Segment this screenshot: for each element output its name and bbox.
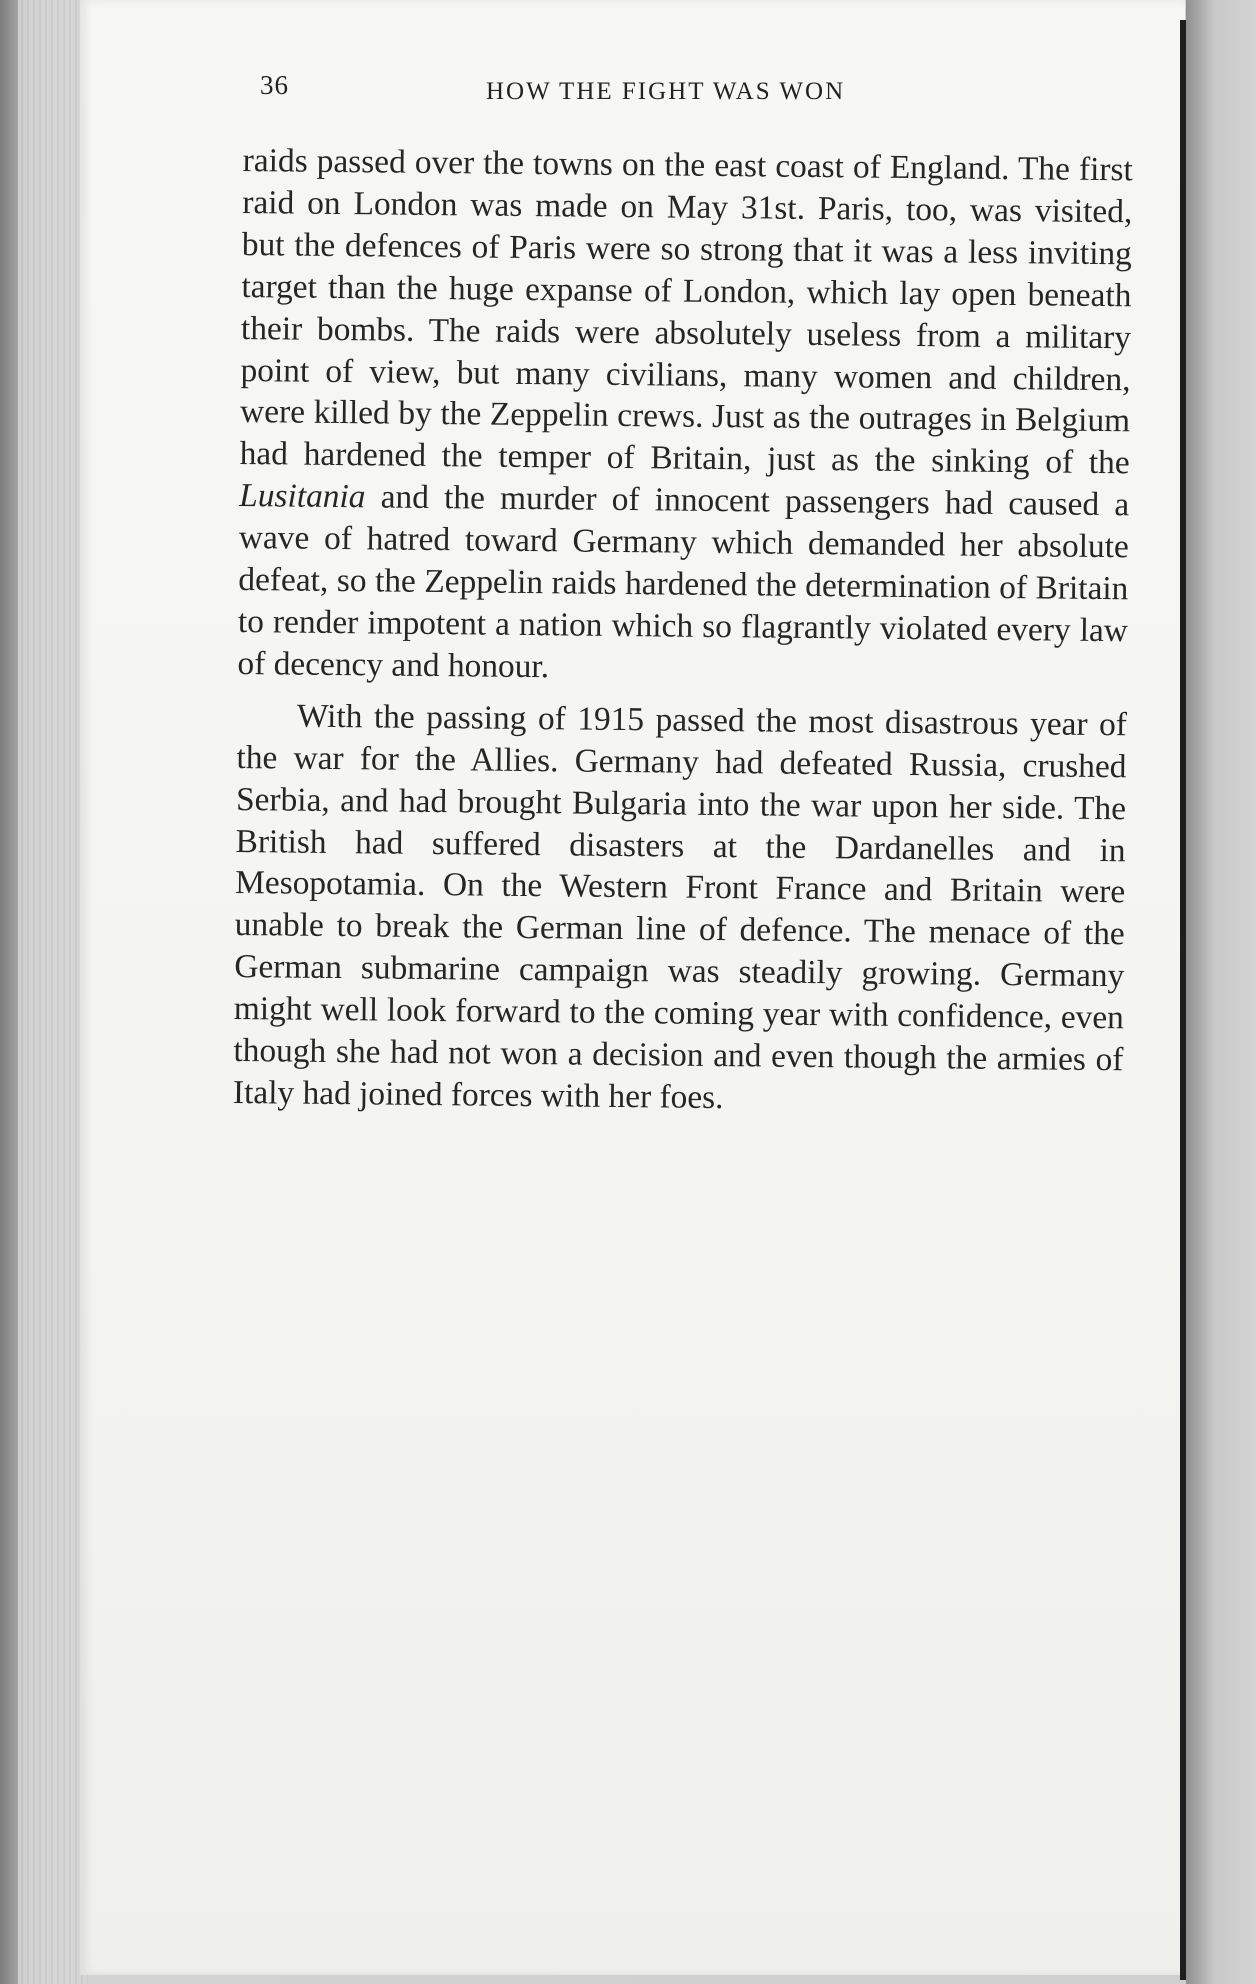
page-edge-line <box>1180 20 1186 1980</box>
paragraph-1 <box>237 140 1133 694</box>
page-stack-edge <box>18 0 88 1984</box>
paragraph-2: With the passing of 1915 passed the most disastrous year of the war for the Allies. Germany had defeated Russia, crushed Serbia, and had brought Bulgaria into the war upon her side. The British had suffered disasters at the Dardanelles and in Mesopotamia. On the Western Front France and Britain were unable to break the German line of defence. The menace of the German submarine campaign was steadily growing. Germany might well look forward to the coming year with confidence, even though she had not won a decision and even though the armies of Italy had joined forces with her foes. <box>232 697 1128 1117</box>
paragraph-1-part-2: and the murder of innocent passengers had caused a wave of hatred toward Germany which demanded her absolute defeat, so the Zeppelin raids hardened the determination of Britain to render impotent a nation which so flagrantly violated every law of decency and honour. <box>237 478 1130 686</box>
body-text <box>233 140 1133 1123</box>
page-header <box>260 70 980 110</box>
page-number: 36 <box>260 70 289 100</box>
running-title: HOW THE FIGHT WAS WON <box>486 78 846 105</box>
paragraph-1-part-1: raids passed over the towns on the east coast of England. The first raid on London was made on May 31st. Paris, too, was visited, but the defences of Paris were so strong that it was a less inviting target than the huge expanse of London, which lay open beneath their bombs. The raids were absolutely useless from a military point of view, but many civilians, many women and children, were killed by the Zeppelin crews. Just as the outrages in Belgium had hardened the temper of Britain, just as the sinking of the <box>239 141 1133 482</box>
right-margin-shadow <box>1186 0 1256 1984</box>
ship-name-italic: Lusitania <box>239 477 366 516</box>
